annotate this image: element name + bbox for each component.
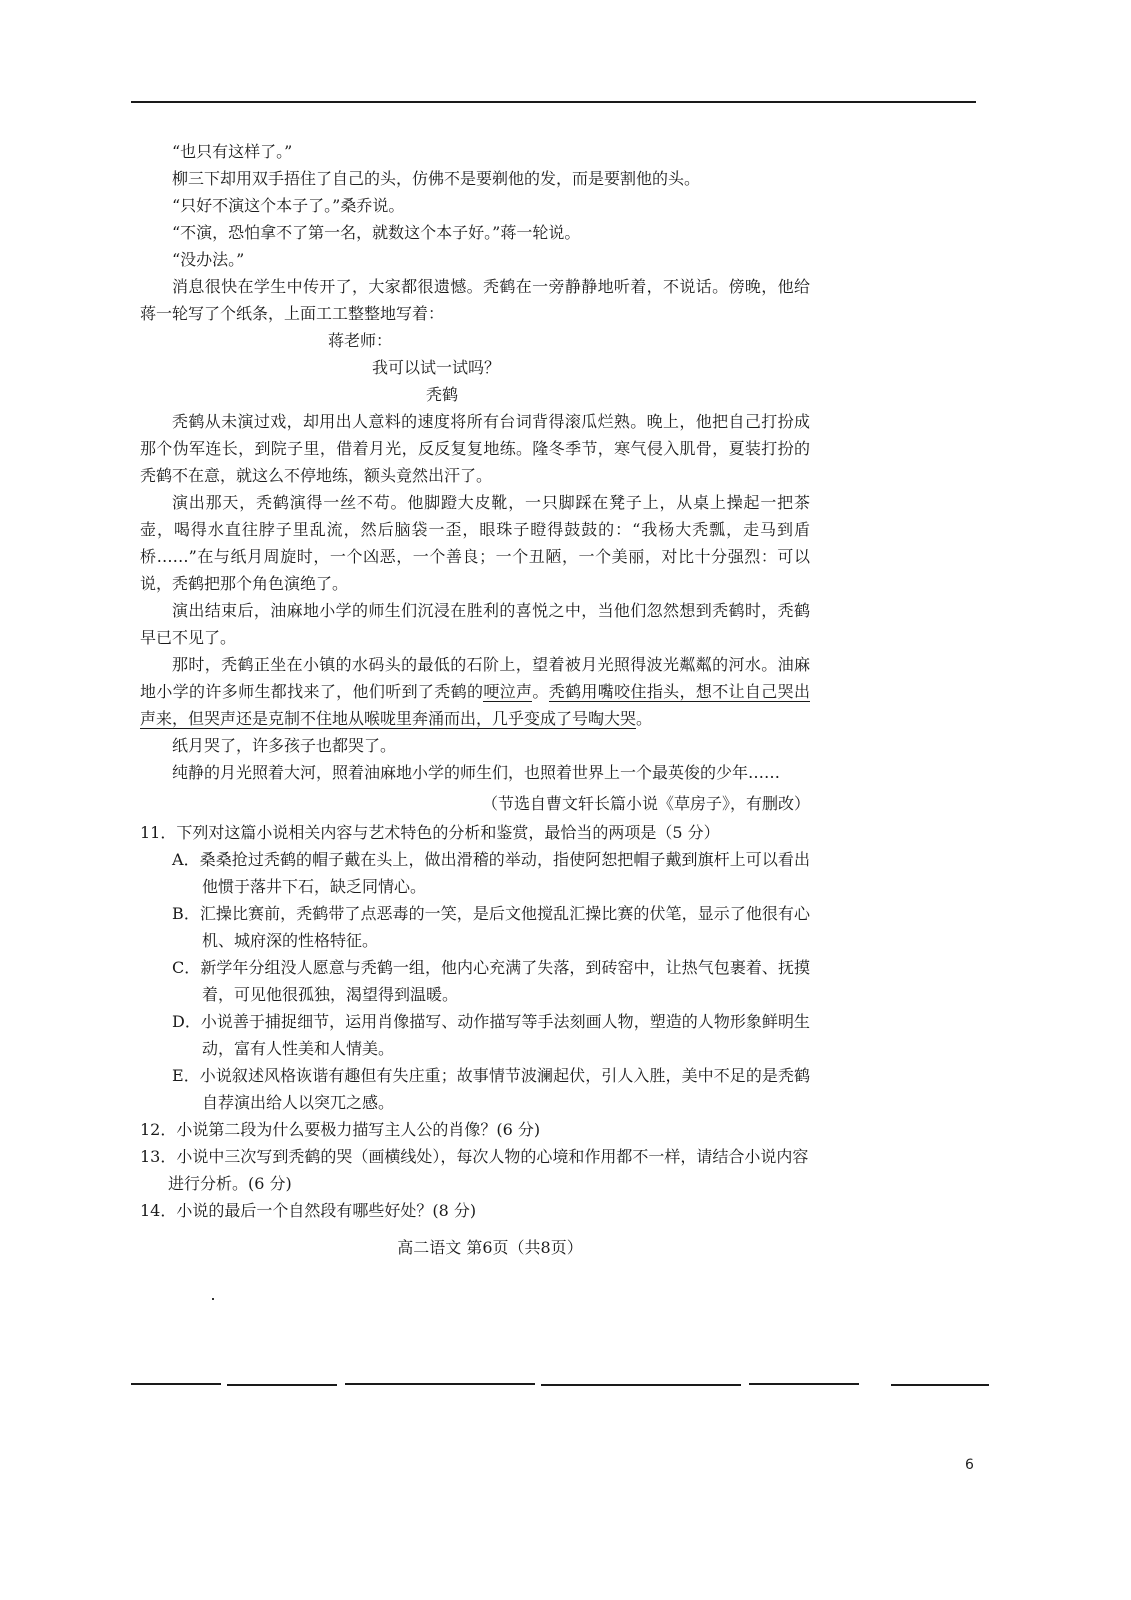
question-14: 14．小说的最后一个自然段有哪些好处？(8 分) bbox=[140, 1201, 477, 1220]
passage-paragraph: 纯静的月光照着大河，照着油麻地小学的师生们，也照着世界上一个最英俊的少年…… bbox=[172, 763, 781, 782]
passage-paragraph: “没办法。” bbox=[172, 250, 245, 269]
letter-signature: 秃鹤 bbox=[426, 385, 459, 404]
passage-paragraph: 柳三下却用双手捂住了自己的头，仿佛不是要剃他的发，而是要割他的头。 bbox=[172, 169, 701, 188]
question-11-option-e: E．小说叙述风格诙谐有趣但有失庄重；故事情节波澜起伏，引人入胜，美中不足的是秃鹤自荐演出给人以突兀之感。 bbox=[172, 1066, 810, 1112]
page-footer: 高二语文 第6页（共8页） bbox=[397, 1238, 583, 1257]
passage-paragraph: “不演，恐怕拿不了第一名，就数这个本子好。”蒋一轮说。 bbox=[172, 223, 581, 242]
passage-paragraph: “只好不演这个本子了。”桑乔说。 bbox=[172, 196, 405, 215]
question-11-option-b: B．汇操比赛前，秃鹤带了点恶毒的一笑，是后文他搅乱汇操比赛的伏笔，显示了他很有心机、城府深的性格特征。 bbox=[172, 904, 810, 950]
page-number: 6 bbox=[965, 1457, 974, 1473]
bottom-rule bbox=[131, 1383, 989, 1386]
question-11-option-a: A．桑桑抢过秃鹤的帽子戴在头上，做出滑稽的举动，指使阿恕把帽子戴到旗杆上可以看出他惯于落井下石，缺乏同情心。 bbox=[172, 850, 810, 896]
top-rule bbox=[131, 101, 976, 103]
exam-page-content bbox=[140, 138, 810, 1277]
source-citation: （节选自曹文轩长篇小说《草房子》，有删改） bbox=[481, 794, 810, 813]
passage-paragraph: 演出那天，秃鹤演得一丝不苟。他脚蹬大皮靴，一只脚踩在凳子上，从桌上操起一把茶壶，喝得水直往脖子里乱流，然后脑袋一歪，眼珠子瞪得鼓鼓的：“我杨大秃瓢，走马到盾桥……”在与纸月周旋时，一个凶恶，一个善良；一个丑陋，一个美丽，对比十分强烈：可以说，秃鹤把那个角色演绝了。 bbox=[140, 493, 810, 593]
scan-speck bbox=[212, 1298, 214, 1300]
passage-paragraph: 纸月哭了，许多孩子也都哭了。 bbox=[172, 736, 397, 755]
letter-body: 我可以试一试吗？ bbox=[372, 358, 501, 377]
passage-paragraph: 演出结束后，油麻地小学的师生们沉浸在胜利的喜悦之中，当他们忽然想到秃鹤时，秃鹤早已不见了。 bbox=[140, 601, 810, 647]
paragraph-text: 那时，秃鹤正坐在小镇的水码头的最低的石阶上，望着被月光照得波光粼粼的河水。油麻地小学的许多师生都找来了，他们听到了秃鹤的 bbox=[140, 655, 810, 701]
question-11-option-c: C．新学年分组没人愿意与秃鹤一组，他内心充满了失落，到砖窑中，让热气包裹着、抚摸着，可见他很孤独，渴望得到温暖。 bbox=[172, 958, 810, 1004]
paragraph-text: 。 bbox=[636, 709, 653, 728]
passage-paragraph-underlined bbox=[140, 651, 810, 732]
question-13: 13．小说中三次写到秃鹤的哭（画横线处），每次人物的心境和作用都不一样，请结合小说内容进行分析。(6 分) bbox=[140, 1147, 809, 1193]
passage-paragraph: 消息很快在学生中传开了，大家都很遗憾。秃鹤在一旁静静地听着，不说话。傍晚，他给蒋一轮写了个纸条，上面工工整整地写着： bbox=[140, 277, 810, 323]
letter-salutation: 蒋老师： bbox=[328, 331, 393, 350]
passage-paragraph: 秃鹤从未演过戏，却用出人意料的速度将所有台词背得滚瓜烂熟。晚上，他把自己打扮成那个伪军连长，到院子里，借着月光，反反复复地练。隆冬季节，寒气侵入肌骨，夏装打扮的秃鹤不在意，就这么不停地练，额头竟然出汗了。 bbox=[140, 412, 810, 485]
question-12: 12．小说第二段为什么要极力描写主人公的肖像？(6 分) bbox=[140, 1120, 541, 1139]
passage-paragraph: “也只有这样了。” bbox=[172, 142, 293, 161]
question-11: 11．下列对这篇小说相关内容与艺术特色的分析和鉴赏，最恰当的两项是（5 分） bbox=[140, 823, 720, 842]
underlined-crying-text: 秃鹤用嘴咬住指头，想不让自己哭出声来，但哭声还是克制不住地从喉咙里奔涌而出，几乎变成了号啕大哭 bbox=[140, 682, 810, 728]
paragraph-text: 。 bbox=[532, 682, 549, 701]
underlined-crying-text: 哽泣声 bbox=[483, 682, 533, 701]
question-11-option-d: D．小说善于捕捉细节，运用肖像描写、动作描写等手法刻画人物，塑造的人物形象鲜明生动，富有人性美和人情美。 bbox=[172, 1012, 810, 1058]
